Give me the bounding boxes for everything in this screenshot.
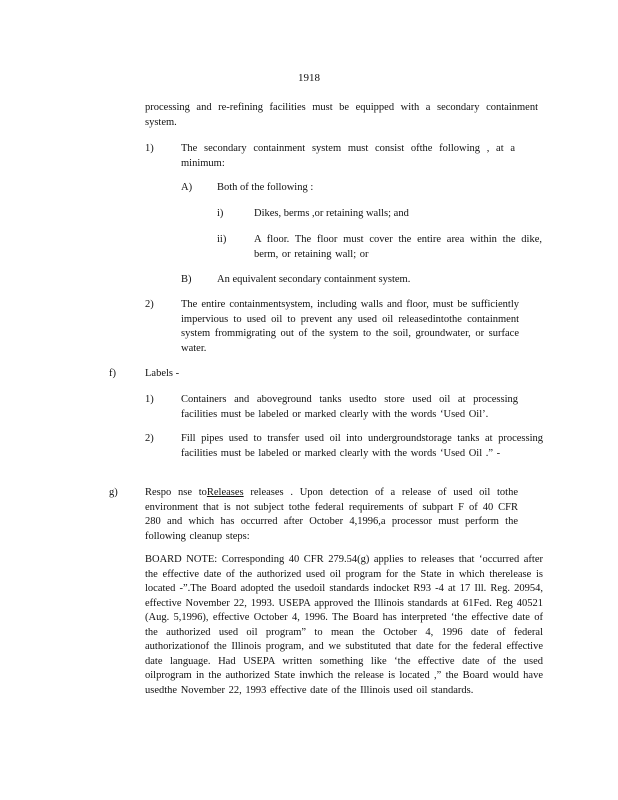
item-1a-label: A): [181, 182, 193, 193]
section-g-paragraph: [145, 486, 518, 544]
item-1a-text: Both of the following :: [217, 182, 314, 193]
item-1a-i-label: i): [217, 208, 224, 219]
item-1a-i-text: Dikes, berms ,or retaining walls; and: [254, 208, 409, 219]
intro-paragraph: processing and re-refining facilities must be equipped with a secondary containment system.: [145, 102, 538, 128]
item-2-label: 2): [145, 299, 154, 310]
section-f-item-1-text: Containers and aboveground tanks usedto store used oil at processing facilities must be labeled or marked clearly with the words ‘Used Oil’.: [181, 394, 518, 420]
section-f-item-1-label: 1): [145, 394, 154, 405]
section-f-title: Labels -: [145, 368, 180, 379]
section-g-title-prefix: Respo nse to: [145, 487, 207, 498]
section-f-item-2-label: 2): [145, 433, 154, 444]
item-1-label: 1): [145, 143, 154, 154]
section-f-label: f): [109, 368, 116, 379]
board-note: BOARD NOTE: Corresponding 40 CFR 279.54(g) applies to releases that ‘occurred after the effective date of the authorized used oil program for the State in which therelease is located -”.The Board adopted the usedoil standards indocket R93 -4 at 17 Ill. Reg. 20954, effective November 22, 1993. USEPA approved the Illinois standards at 61Fed. Reg 40521 (Aug. 5,1996), effective October 4, 1996. The Board has interpreted ‘the effective date of the authorized used oil program” to mean the October 4, 1996 date of federal authorizationof the Illinois program, and we substituted that date for the federal effective date language. Had USEPA written something like ‘the effective date of the used oilprogram in the authorized State inwhich the release is located ,” the Board would have usedthe November 22, 1993 effective date of the Illinois used oil standards.: [145, 554, 543, 696]
section-f-item-2-text: Fill pipes used to transfer used oil into undergroundstorage tanks at processing facilities must be labeled or marked clearly with the words ‘Used Oil .” -: [181, 433, 543, 459]
releases-link[interactable]: Releases: [206, 487, 244, 498]
item-1a-ii-label: ii): [217, 234, 227, 245]
section-g-label: g): [109, 487, 118, 498]
page-number: 1918: [298, 72, 320, 84]
item-1a-ii-text: A floor. The floor must cover the entire area within the dike, berm, or retaining wall; or: [254, 234, 542, 260]
item-1b-label: B): [181, 274, 192, 285]
section-g-text: releases . Upon detection of a release of used oil tothe environment that is not subject tothe federal requirements of subpart F of 40 CFR 280 and which has occurred after October 4,1996,a processor must perform the following cleanup steps:: [145, 487, 518, 542]
item-1b-text: An equivalent secondary containment system.: [217, 274, 411, 285]
item-1-text: The secondary containment system must consist ofthe following , at a minimum:: [181, 143, 515, 169]
item-2-text: The entire containmentsystem, including walls and floor, must be sufficiently impervious to used oil to prevent any used oil releasedintothe containment system frommigrating out of the system to the soil, groundwater, or surface water.: [181, 299, 519, 354]
